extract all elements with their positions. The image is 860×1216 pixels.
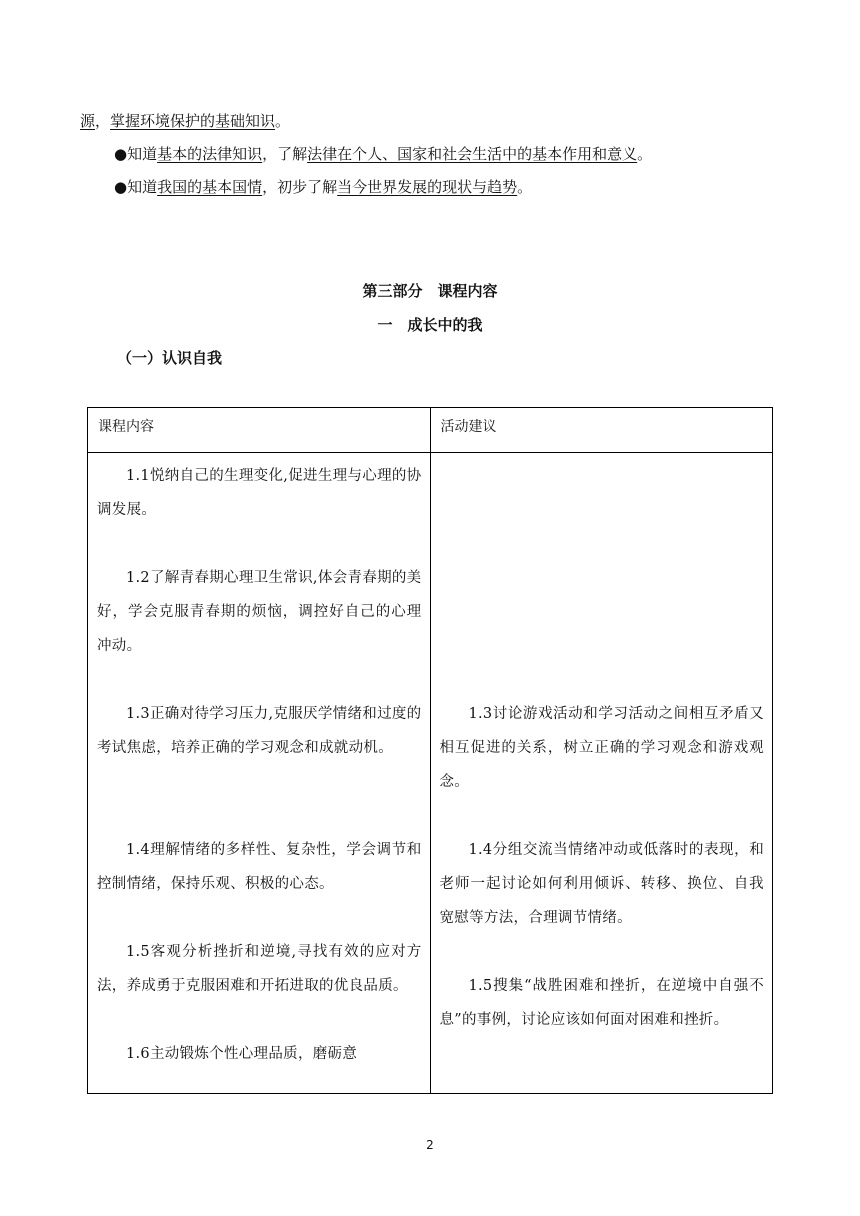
activity-item: 1.5搜集“战胜困难和挫折，在逆境中自强不息”的事例，讨论应该如何面对困难和挫折。: [439, 978, 764, 1028]
text: 知道: [127, 145, 158, 163]
curriculum-table: [87, 407, 773, 1094]
content-item: 1.1悦纳自己的生理变化,促进生理与心理的协调发展。: [97, 468, 422, 518]
content-item: 1.5客观分析挫折和逆境,寻找有效的应对方法，养成勇于克服困难和开拓进取的优良品质。: [97, 944, 422, 994]
underlined-text: 源: [80, 112, 96, 130]
activity-item: 1.4分组交流当情绪冲动或低落时的表现，和老师一起讨论如何利用倾诉、转移、换位、自我宽慰等方法，合理调节情绪。: [439, 842, 764, 926]
underlined-text: 法律在个人、国家和社会生活中的基本作用和意义: [307, 145, 638, 163]
table-row: [88, 453, 773, 1094]
intro-line-continuation: [80, 110, 290, 131]
text: 。: [275, 112, 291, 130]
underlined-text: 基本的法律知识: [157, 145, 263, 163]
intro-bullet-law: [114, 143, 652, 164]
underlined-text: 当今世界发展的现状与趋势: [337, 178, 518, 196]
text: ，: [95, 112, 111, 130]
bullet-icon: ●: [114, 178, 128, 196]
intro-bullet-national: [114, 176, 532, 197]
content-item: 1.3正确对待学习压力,克服厌学情绪和过度的考试焦虑，培养正确的学习观念和成就动机。: [97, 706, 422, 756]
header-activity-suggestions: 活动建议: [430, 408, 773, 453]
section-subtitle: 一 成长中的我: [377, 316, 483, 334]
text: ，了解: [262, 145, 308, 163]
bullet-icon: ●: [114, 145, 128, 163]
header-course-content: 课程内容: [88, 408, 431, 453]
text: ，初步了解: [262, 178, 338, 196]
subsection-heading: （一）认识自我: [117, 349, 223, 367]
content-item: 1.6主动锻炼个性心理品质，磨砺意: [126, 1046, 358, 1062]
content-item: 1.2了解青春期心理卫生常识,体会青春期的美好，学会克服青春期的烦恼，调控好自己的心理冲动。: [97, 570, 422, 654]
underlined-text: 我国的基本国情: [157, 178, 263, 196]
underlined-text: 掌握环境保护的基础知识: [110, 112, 276, 130]
text: 。: [637, 145, 653, 163]
text: 。: [517, 178, 533, 196]
activity-item: 1.3讨论游戏活动和学习活动之间相互矛盾又相互促进的关系，树立正确的学习观念和游戏观念。: [439, 706, 764, 790]
table-header-row: [88, 408, 773, 453]
course-content-cell: [88, 453, 431, 1094]
text: 知道: [127, 178, 158, 196]
section-title: 第三部分 课程内容: [362, 282, 498, 300]
page-number: 2: [426, 1138, 434, 1152]
content-item: 1.4理解情绪的多样性、复杂性，学会调节和控制情绪，保持乐观、积极的心态。: [97, 842, 422, 892]
activity-suggestions-cell: [430, 453, 773, 1094]
